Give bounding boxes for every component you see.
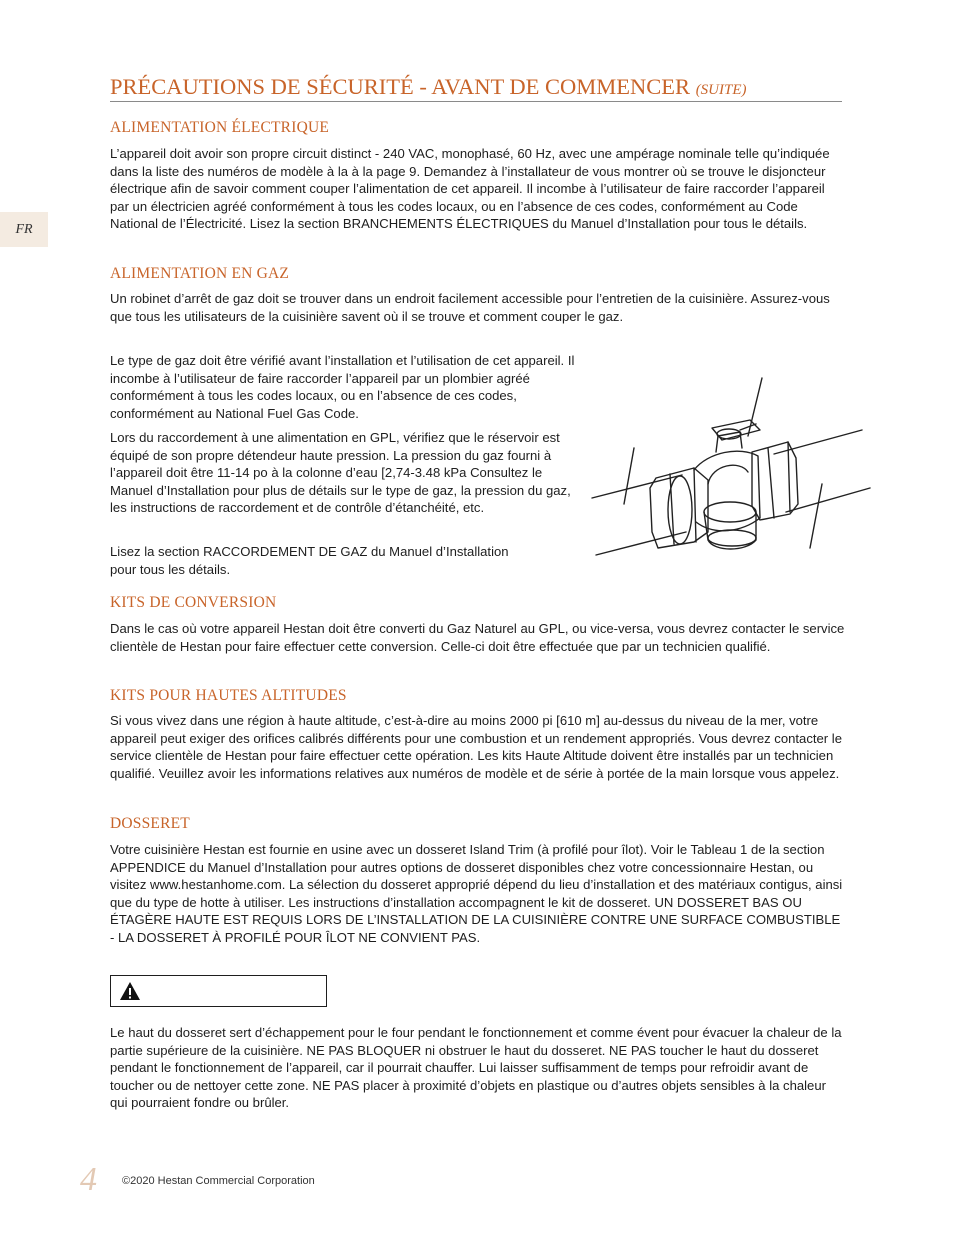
- page-number: 4: [80, 1161, 97, 1198]
- language-tab: FR: [0, 212, 48, 247]
- page-title-suffix: (SUITE): [695, 82, 747, 98]
- conversion-paragraph: Dans le cas où votre appareil Hestan doit être converti du Gaz Naturel au GPL, ou vice-versa, vous devrez contacter le service clientèle de Hestan pour faire effectuer cette conversion. Celle-ci doit être effectuée que par un technicien qualifié.: [110, 621, 845, 654]
- gas-paragraph-1: Un robinet d’arrêt de gaz doit se trouver dans un endroit facilement accessible pour l’entretien de la cuisinière. Assurez-vous que tous les utilisateurs de la cuisinière savent où il se trouve et comment couper le gaz.: [110, 291, 830, 324]
- electrical-paragraph: L’appareil doit avoir son propre circuit distinct - 240 VAC, monophasé, 60 Hz, avec une ampérage nominale telle qu’indiquée dans la liste des numéros de modèle à la à la page 9. Demandez à l’installateur de vous montrer où se trouve le disjoncteur électrique afin de savoir comment couper l’alimentation de cet appareil. Il incombe à l’utilisateur de faire raccorder l’appareil par un électricien agréé conformément à tous les codes locaux, ou en l’absence de ces codes, conformément au Code National de l’Électricité. Lisez la section BRANCHEMENTS ÉLECTRIQUES du Manuel d’Installation pour tous le détails.: [110, 146, 830, 232]
- warning-triangle-icon: [119, 981, 141, 1001]
- section-heading-gas: ALIMENTATION EN GAZ: [110, 265, 290, 282]
- backguard-paragraph: Votre cuisinière Hestan est fournie en usine avec un dosseret Island Trim (à profilé pour îlot). Voir le Tableau 1 de la section APPENDICE du Manuel d’Installation pour autres options de dosseret disponibles chez votre concessionnaire Hestan, ou visitez www.hestanhome.com. La sélection du dosseret approprié dépend du lieu d’installation et des matériaux contigus, ainsi que du type de hotte à utiliser. Les instructions d’installation accompagnent le kit de dosseret. UN DOSSERET BAS OU ÉTAGÈRE HAUTE EST REQUIS LORS DE L’INSTALLATION DE LA CUISINIÈRE CONTRE UNE SURFACE COMBUSTIBLE - LA DOSSERET À PROFILÉ POUR ÎLOT NE CONVIENT PAS.: [110, 842, 843, 945]
- section-heading-electrical: ALIMENTATION ÉLECTRIQUE: [110, 119, 330, 136]
- valve-illustration: [590, 372, 880, 567]
- section-heading-altitude: KITS POUR HAUTES ALTITUDES: [110, 687, 347, 704]
- gas-valve-icon: [590, 372, 880, 562]
- altitude-paragraph: Si vous vivez dans une région à haute altitude, c’est-à-dire au moins 2000 pi [610 m] au-dessus du niveau de la mer, votre appareil peut exiger des orifices calibrés différents pour une combustion et un rendement appropriés. Vous devrez contacter le service clientèle de Hestan pour faire effectuer cette opération. Les kits Haute Altitude doivent être installés par un technicien qualifié. Veuillez avoir les informations relatives aux numéros de modèle et de série à portée de la main lorsque vous appelez.: [110, 713, 842, 781]
- section-heading-backguard: DOSSERET: [110, 815, 190, 832]
- copyright-text: ©2020 Hestan Commercial Corporation: [122, 1175, 315, 1187]
- warning-paragraph: Le haut du dosseret sert d’échappement pour le four pendant le fonctionnement et comme évent pour évacuer la chaleur de la partie supérieure de la cuisinière. NE PAS BLOQUER ni obstruer le haut du dosseret. NE PAS toucher le haut du dosseret pendant le fonctionnement de l’appareil, car il pourrait chauffer. Lui laisser suffisamment de temps pour refroidir avant de toucher ou de nettoyer cette zone. NE PAS placer à proximité d’objets en plastique ou d’autres objets sensibles à la chaleur qui pourraient fondre ou brûler.: [110, 1025, 842, 1111]
- gas-paragraph-3: Lors du raccordement à une alimentation en GPL, vérifiez que le réservoir est équipé de son propre détendeur haute pression. La pression du gaz fourni à l’appareil doit être 11-14 po à la colonne d’eau [2,74-3.48 kPa Consultez le Manuel d’Installation pour plus de détails sur le type de gaz, la pression du gaz, les instructions de raccordement et de contrôle d’étanchéité, etc.: [110, 430, 571, 516]
- gas-paragraph-2: Le type de gaz doit être vérifié avant l’installation et l’utilisation de cet appareil. Il incombe à l’utilisateur de faire raccorder l’appareil par un plombier agréé conformément à tous les codes locaux, ou en l’absence de ces codes, conformément au National Fuel Gas Code.: [110, 353, 575, 421]
- warning-label-box: [110, 975, 327, 1007]
- section-heading-conversion: KITS DE CONVERSION: [110, 594, 277, 611]
- gas-paragraph-4: Lisez la section RACCORDEMENT DE GAZ du Manuel d’Installation pour tous les détails.: [110, 544, 509, 577]
- page-title: [110, 72, 842, 102]
- page-title-text: PRÉCAUTIONS DE SÉCURITÉ - AVANT DE COMMENCER: [110, 74, 691, 99]
